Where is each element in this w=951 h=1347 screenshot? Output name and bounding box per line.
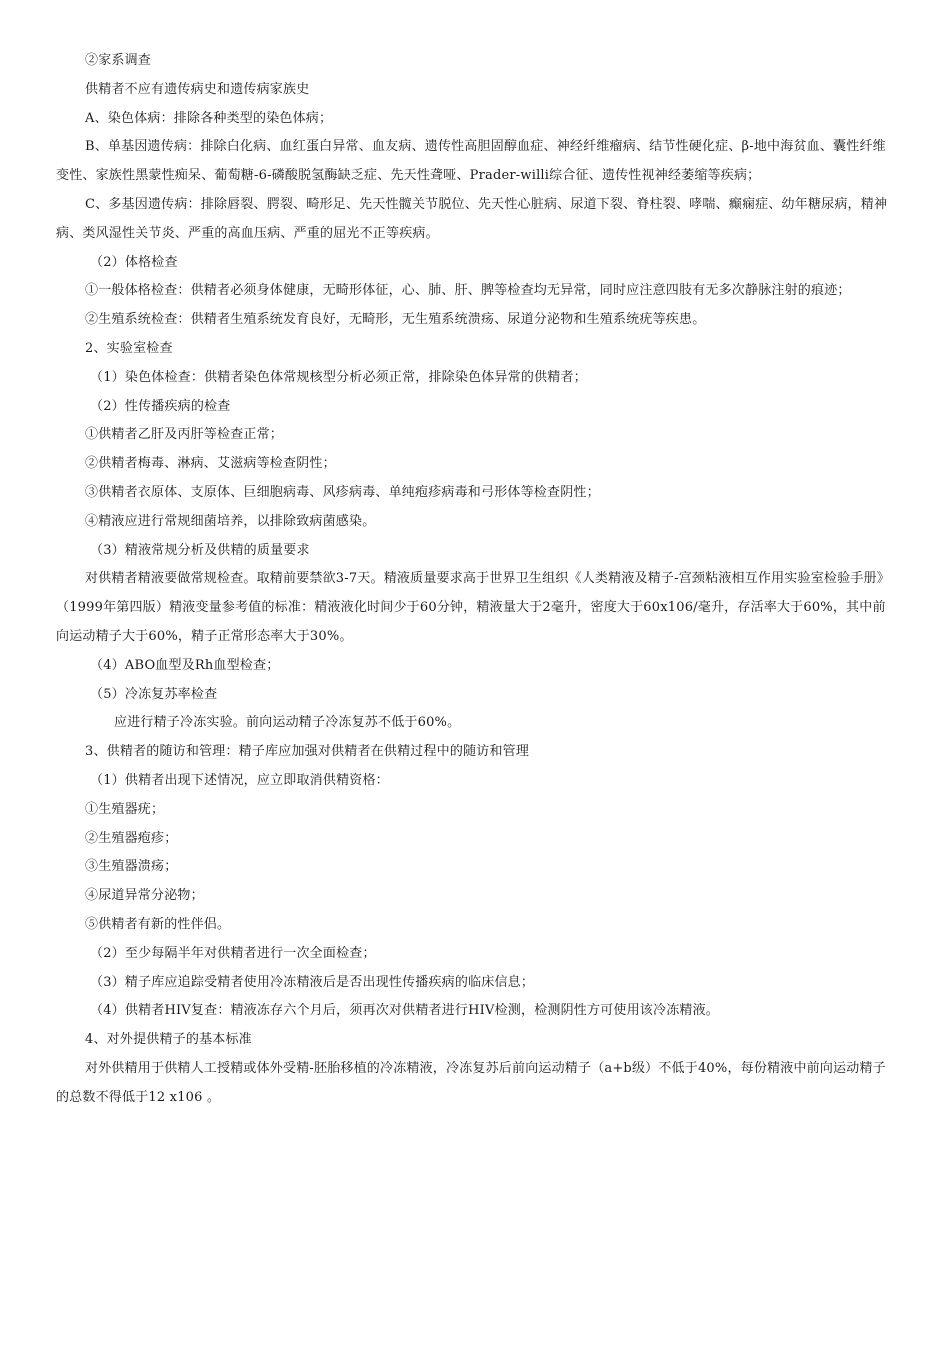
paragraph: 应进行精子冷冻实验。前向运动精子冷冻复苏不低于60%。 [114,715,461,731]
paragraph: 供精者不应有遗传病史和遗传病家族史 [85,81,310,97]
paragraph: ①生殖器疣； [85,801,165,817]
paragraph: ②家系调查 [85,53,152,68]
paragraph: （1）供精者出现下述情况，应立即取消供精资格： [90,772,389,788]
paragraph: ②供精者梅毒、淋病、艾滋病等检查阴性； [85,456,336,472]
paragraph: （3）精子库应追踪受精者使用冷冻精液后是否出现性传播疾病的临床信息； [90,974,535,990]
paragraph: 3、供精者的随访和管理：精子库应加强对供精者在供精过程中的随访和管理 [85,744,530,760]
paragraph: 对供精者精液要做常规检查。取精前要禁欲3-7天。精液质量要求高于世界卫生组织《人类精液及精子-宫颈粘液相互作用实验室检验手册》（1999年第四版）精液变量参考值的标准：精液液化时间少于60分钟，精液量大于2毫升，密度大于60x106/毫升，存活率大于60%，其中前向运动精子大于60%，精子正常形态率大于30%。 [56,571,890,644]
paragraph: （4）供精者HIV复查：精液冻存六个月后，须再次对供精者进行HIV检测，检测阴性方可使用该冷冻精液。 [90,1003,719,1019]
paragraph: ②生殖系统检查：供精者生殖系统发育良好，无畸形，无生殖系统溃疡、尿道分泌物和生殖系统疣等疾患。 [85,312,706,328]
paragraph: （1）染色体检查：供精者染色体常规核型分析必须正常，排除染色体异常的供精者； [90,369,587,385]
paragraph: （5）冷冻复苏率检查 [90,686,218,702]
paragraph: ③生殖器溃疡； [85,859,178,875]
paragraph: 2、实验室检查 [85,340,173,356]
paragraph: （4）ABO血型及Rh血型检查； [90,657,280,673]
paragraph: ③供精者衣原体、支原体、巨细胞病毒、风疹病毒、单纯疱疹病毒和弓形体等检查阴性； [85,484,600,500]
paragraph: ①一般体格检查：供精者必须身体健康，无畸形体征，心、肺、肝、脾等检查均无异常，同时应注意四肢有无多次静脉注射的痕迹； [85,283,851,299]
paragraph: C、多基因遗传病：排除唇裂、腭裂、畸形足、先天性髋关节脱位、先天性心脏病、尿道下裂、脊柱裂、哮喘、癫痫症、幼年糖尿病，精神病、类风湿性关节炎、严重的高血压病、严重的屈光不正等疾病。 [56,196,888,241]
paragraph: B、单基因遗传病：排除白化病、血红蛋白异常、血友病、遗传性高胆固醇血症、神经纤维瘤病、结节性硬化症、β-地中海贫血、囊性纤维变性、家族性黑蒙性痴呆、葡萄糖-6-磷酸脱氢酶缺乏症、先天性聋哑、Prader-willi综合征、遗传性视神经萎缩等疾病； [56,139,886,184]
paragraph: ④尿道异常分泌物； [85,888,204,904]
paragraph: ⑤供精者有新的性伴侣。 [85,916,231,932]
paragraph: 对外供精用于供精人工授精或体外受精-胚胎移植的冷冻精液，冷冻复苏后前向运动精子（a+b级）不低于40%，每份精液中前向运动精子的总数不得低于12 x106 。 [56,1060,886,1105]
paragraph: A、染色体病：排除各种类型的染色体病； [85,110,333,126]
paragraph: ①供精者乙肝及丙肝等检查正常； [85,427,284,443]
document-body [56,47,896,1112]
paragraph: （2）性传播疾病的检查 [90,398,231,414]
paragraph: ②生殖器疱疹； [85,830,178,846]
paragraph: 4、对外提供精子的基本标准 [85,1032,252,1048]
paragraph: （2）至少每隔半年对供精者进行一次全面检查； [90,945,376,961]
paragraph: （2）体格检查 [90,254,178,270]
paragraph: ④精液应进行常规细菌培养，以排除致病菌感染。 [85,513,376,529]
paragraph: （3）精液常规分析及供精的质量要求 [90,542,310,558]
